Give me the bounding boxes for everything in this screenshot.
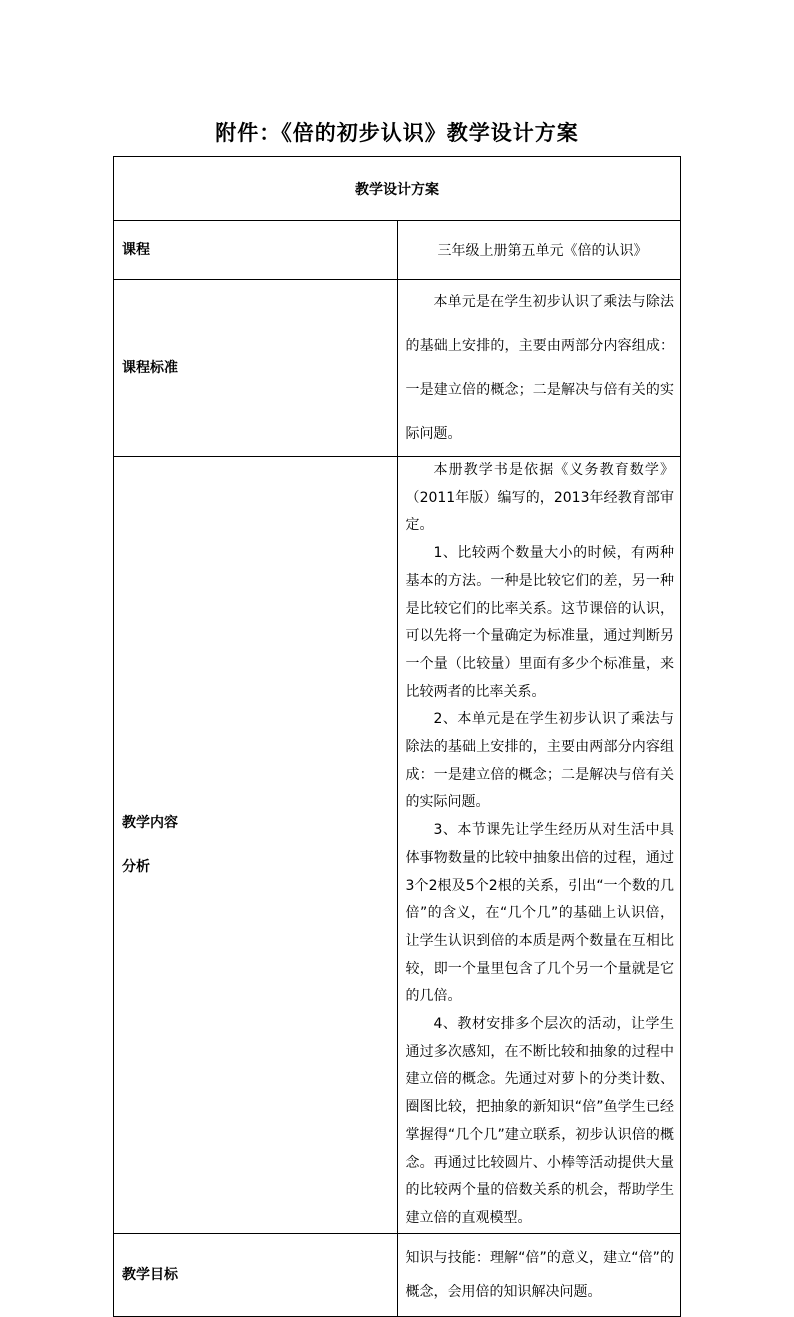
goals-text: 知识与技能：理解“倍”的意义，建立“倍”的概念，会用倍的知识解决问题。 bbox=[405, 1249, 674, 1300]
course-row bbox=[114, 221, 681, 280]
content-analysis-row bbox=[114, 457, 681, 1234]
document-title: 附件：《倍的初步认识》教学设计方案 bbox=[215, 121, 579, 145]
course-value: 三年级上册第五单元《倍的认识》 bbox=[397, 221, 681, 280]
standard-cell bbox=[397, 280, 681, 457]
content-paragraph: 本册教学书是依据《义务教育数学》（2011年版）编写的，2013年经教育部审定。 bbox=[405, 462, 674, 534]
standard-row bbox=[114, 280, 681, 457]
content-analysis-label-line2: 分析 bbox=[122, 858, 150, 875]
goals-label: 教学目标 bbox=[114, 1233, 398, 1316]
course-label: 课程 bbox=[114, 221, 398, 280]
goals-row bbox=[114, 1233, 681, 1316]
standard-label: 课程标准 bbox=[114, 280, 398, 457]
goals-cell bbox=[397, 1233, 681, 1316]
content-paragraph: 1、比较两个数量大小的时候，有两种基本的方法。一种是比较它们的差，另一种是比较它们的比率关系。这节课倍的认识，可以先将一个量确定为标准量，通过判断另一个量（比较量）里面有多少个标准量，来比较两者的比率关系。 bbox=[405, 545, 674, 700]
content-paragraph: 4、教材安排多个层次的活动，让学生通过多次感知，在不断比较和抽象的过程中建立倍的概念。先通过对萝卜的分类计数、圈图比较，把抽象的新知识“倍”鱼学生已经掌握得“几个几”建立联系，初步认识倍的概念。再通过比较圆片、小棒等活动提供大量的比较两个量的倍数关系的机会，帮助学生建立倍的直观模型。 bbox=[405, 1016, 674, 1226]
content-analysis-cell bbox=[397, 457, 681, 1234]
teaching-plan-table bbox=[113, 156, 681, 1317]
content-analysis-label bbox=[114, 457, 398, 1234]
standard-text: 本单元是在学生初步认识了乘法与除法的基础上安排的，主要由两部分内容组成：一是建立倍的概念；二是解决与倍有关的实际问题。 bbox=[405, 294, 674, 442]
content-paragraph: 3、本节课先让学生经历从对生活中具体事物数量的比较中抽象出倍的过程，通过3个2根及5个2根的关系，引出“一个数的几倍”的含义，在“几个几”的基础上认识倍，让学生认识到倍的本质是两个数量在互相比较，即一个量里包含了几个另一个量就是它的几倍。 bbox=[405, 822, 674, 1005]
content-analysis-label-line1: 教学内容 bbox=[122, 814, 178, 831]
content-paragraph: 2、本单元是在学生初步认识了乘法与除法的基础上安排的，主要由两部分内容组成：一是建立倍的概念；二是解决与倍有关的实际问题。 bbox=[405, 711, 674, 811]
table-header-row bbox=[114, 157, 681, 221]
table-header: 教学设计方案 bbox=[114, 157, 681, 221]
